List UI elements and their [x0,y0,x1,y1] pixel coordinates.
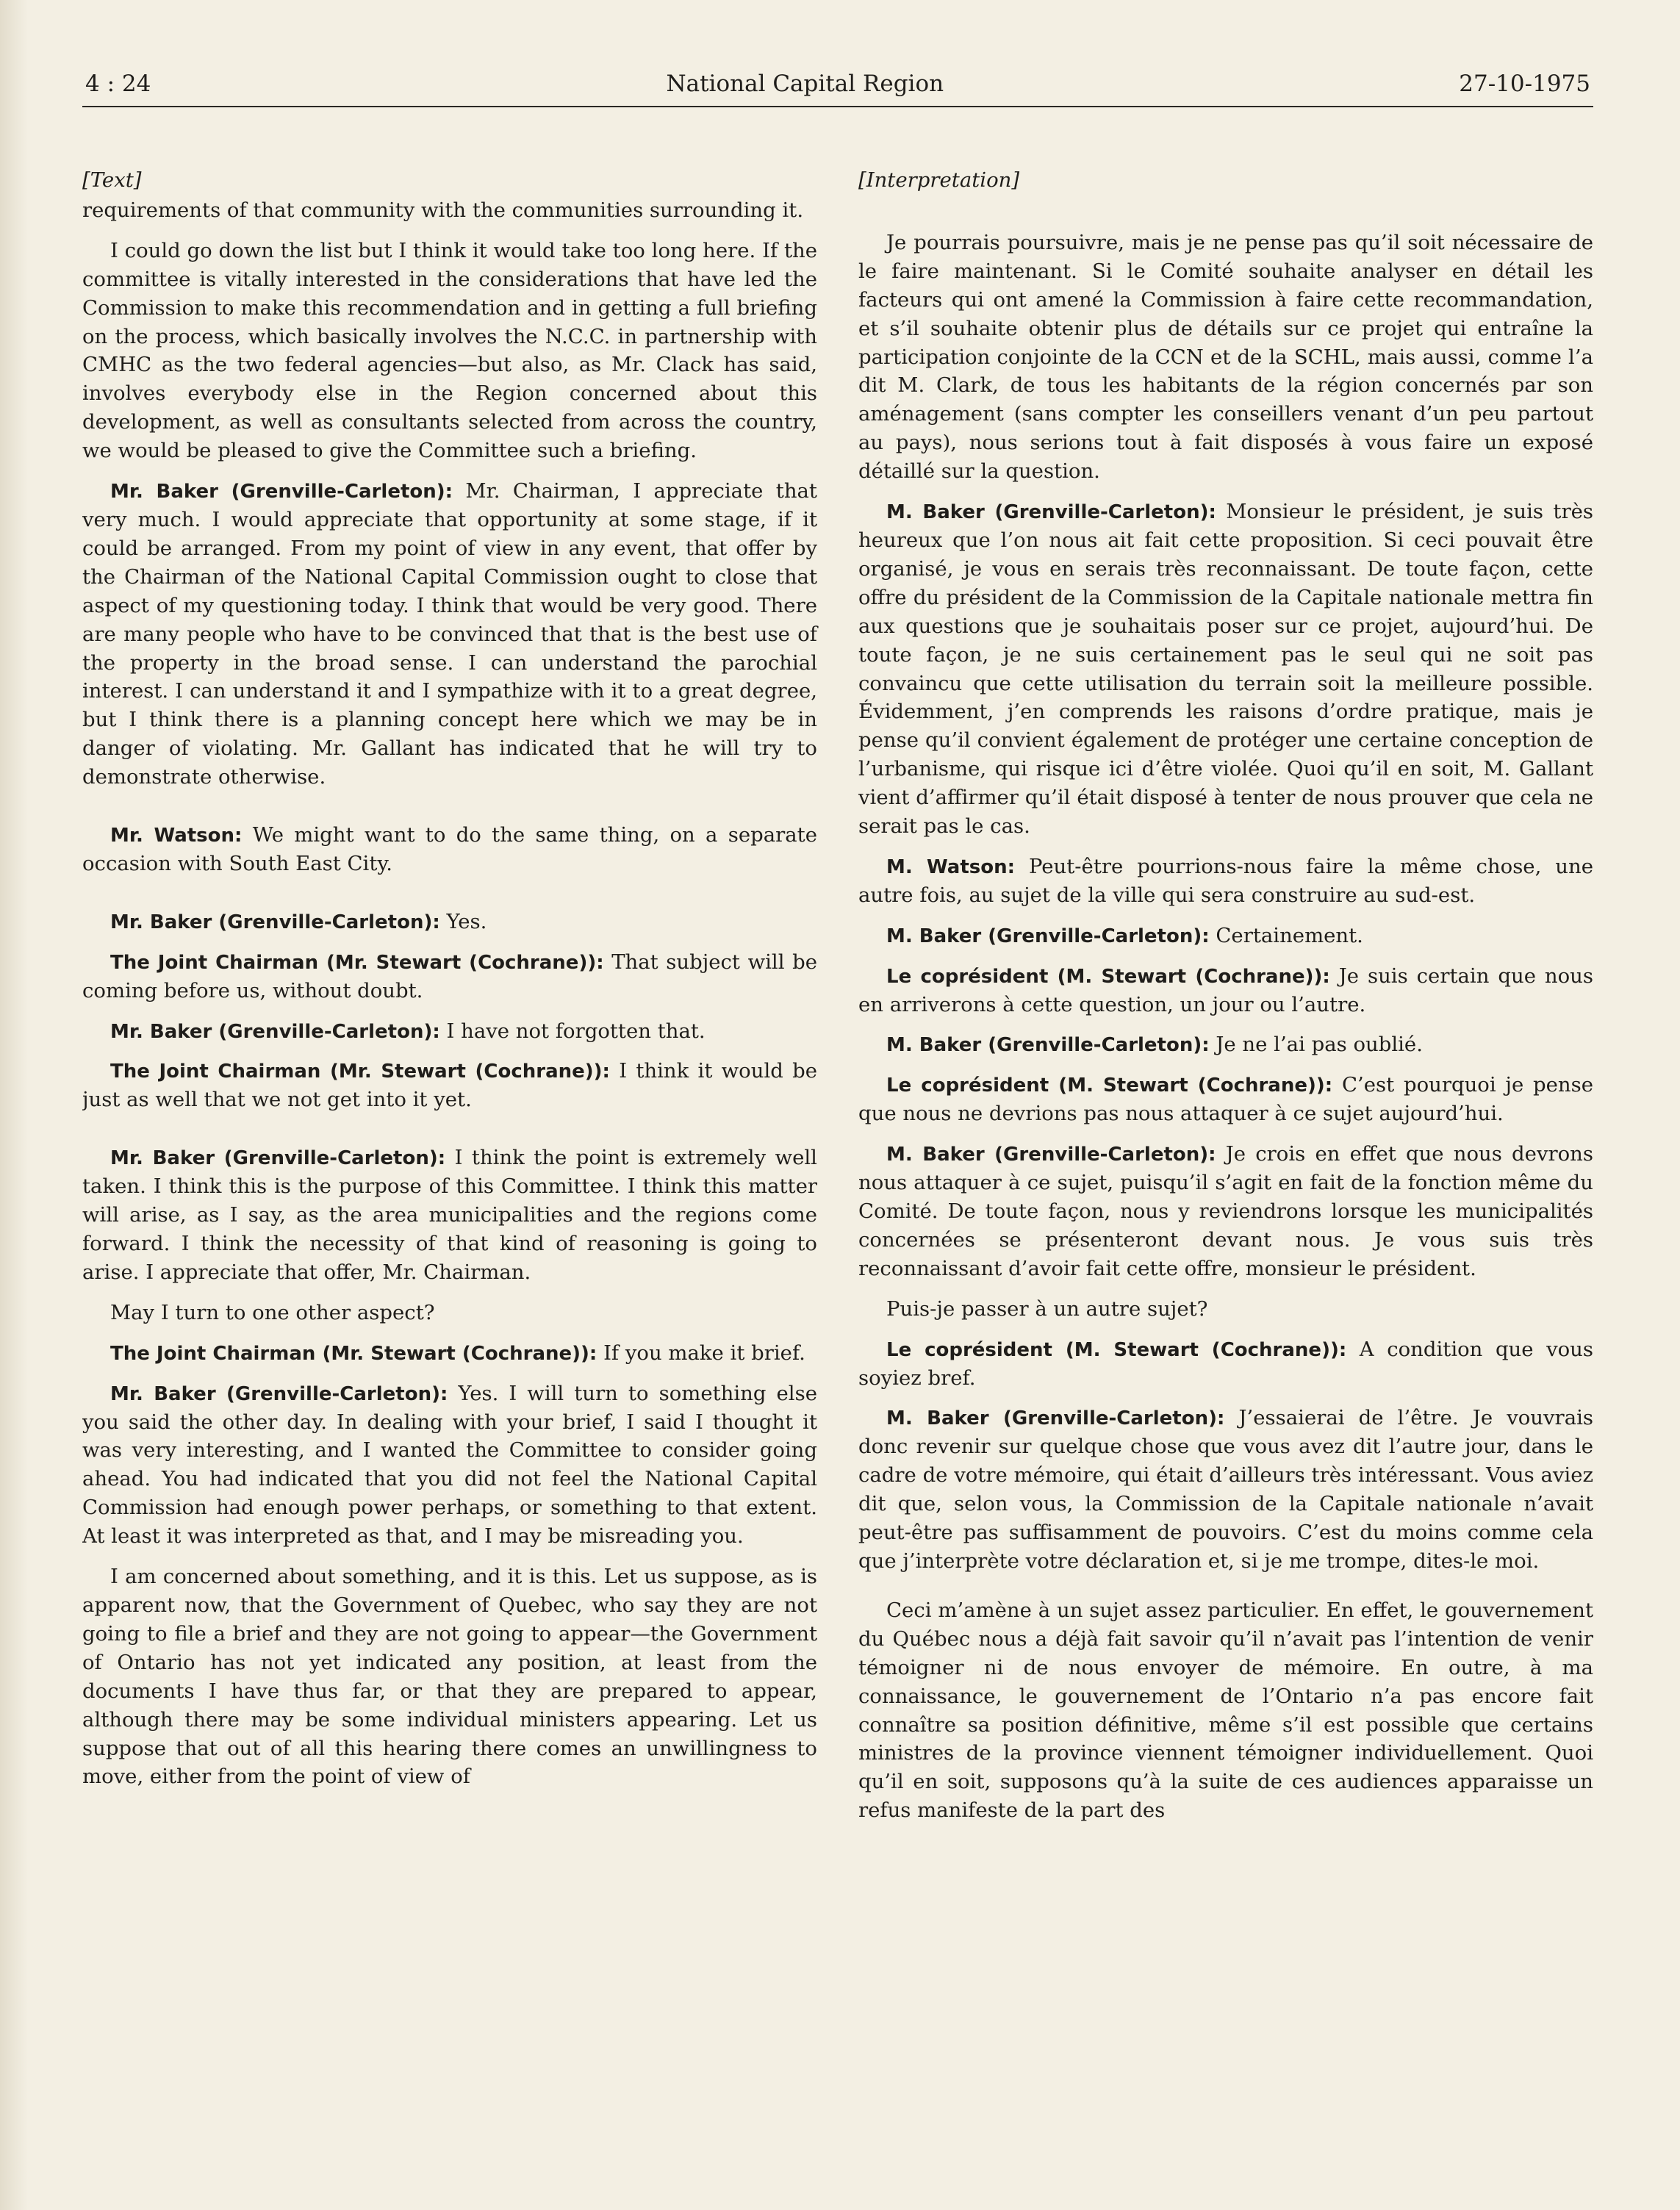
speaker-name: M. Baker (Grenville-Carleton): [886,1144,1216,1166]
speaker-name: Mr. Baker (Grenville-Carleton): [110,1147,446,1170]
column-tag: [Interpretation] [858,168,1020,192]
running-header [82,71,1593,103]
speech-text: C’est pourquoi je pense que nous ne devrions pas nous attaquer à ce sujet aujourd’hui. [858,1073,1593,1126]
paragraph [82,948,817,1005]
speaker-name: M. Baker (Grenville-Carleton): [886,1407,1225,1430]
paragraph [858,853,1593,910]
speaker-name: The Joint Chairman (Mr. Stewart (Cochrane)): [110,1061,610,1083]
speech-text: Yes. I will turn to something else you said the other day. In dealing with your brief, I said I thought it was very interesting, and I wanted the Committee to consider going ahead. You had indicated that you did not feel the National Capital Commission had enough power perhaps, or something to that extent. At least it was interpreted as that, and I may be misreading you. [82,1381,817,1549]
paragraph [858,1071,1593,1128]
paragraph [858,1030,1593,1059]
speaker-name: The Joint Chairman (Mr. Stewart (Cochrane)): [110,951,604,974]
paragraph [858,962,1593,1019]
paragraph: Ceci m’amène à un sujet assez particulier. En effet, le gouvernement du Québec nous a déjà fait savoir qu’il n’avait pas l’intention de venir témoigner ni de nous envoyer de mémoire. En outre, à ma connaissance, le gouvernement de l’Ontario n’a pas encore fait connaître sa position définitive, même s’il est possible que certains ministres de la province viennent témoigner individuellement. Quoi qu’il en soit, supposons qu’à la suite de ces audiences apparaisse un refus manifeste de la part des [858,1598,1593,1823]
running-title: National Capital Region [666,71,944,97]
speech-text: I have not forgotten that. [439,1019,706,1043]
speaker-name: Le coprésident (M. Stewart (Cochrane)): [886,1074,1333,1097]
speech-text: J’essaierai de l’être. Je vouvrais donc revenir sur quelque chose que vous avez dit l’autre jour, dans le cadre de votre mémoire, qui était d’ailleurs très intéressant. Vous aviez dit que, selon vous, la Commission de la Capitale nationale n’avait peut-être pas suffisamment de pouvoirs. C’est du moins comme cela que j’interprète votre déclaration et, si je me trompe, dites-le moi. [858,1406,1593,1573]
paragraph: I could go down the list but I think it would take too long here. If the committee is vitally interested in the considerations that have led the Commission to make this recommendation and in getting a full briefing on the process, which basically involves the N.C.C. in partnership with CMHC as the two federal agencies—but also, as Mr. Clack has said, involves everybody else in the Region concerned about this development, as well as consultants selected from across the country, we would be pleased to give the Committee such a briefing. [82,238,817,463]
paragraph [82,1339,817,1368]
french-column [858,166,1593,1837]
paragraph [858,922,1593,950]
two-column-body [82,166,1593,1837]
speech-text: Je ne l’ai pas oublié. [1209,1033,1423,1057]
paragraph [858,498,1593,841]
speech-text: I think the point is extremely well taken. I think this is the purpose of this Committee. I think this matter will arise, as I say, as the area municipalities and the regions come forward. I think the necessity of that kind of reasoning is going to arise. I appreciate that offer, Mr. Chairman. [82,1146,817,1284]
speech-text: Monsieur le président, je suis très heureux que l’on nous ait fait cette proposition. Si ceci pouvait être organisé, je vous en serais très reconnaissant. De toute façon, cette offre du président de la Commission de la Capitale nationale mettra fin aux questions que je souhaitais poser sur ce projet, aujourd’hui. De toute façon, je ne suis certainement pas le seul qui ne soit pas convaincu que cette utilisation du terrain soit la meilleure possible. Évidemment, j’en comprends les raisons d’ordre pratique, mais je pense qu’il convient également de protéger une certaine conception de l’urbanisme, qui risque ici d’être violée. Quoi qu’il en soit, M. Gallant vient d’affirmer qu’il était disposé à tenter de nous prouver que cela ne serait pas le cas. [858,500,1593,839]
speech-text: Je suis certain que nous en arriverons à cette question, un jour ou l’autre. [858,964,1593,1016]
speaker-name: The Joint Chairman (Mr. Stewart (Cochrane)): [110,1342,597,1365]
hansard-page [82,71,1593,2173]
header-date: 27-10-1975 [1459,71,1590,97]
english-column [82,166,817,1837]
paragraph [82,1017,817,1046]
speaker-name: M. Baker (Grenville-Carleton): [886,1034,1210,1057]
speaker-name: Mr. Baker (Grenville-Carleton): [110,1020,440,1043]
header-rule [82,106,1593,107]
page-number: 4 : 24 [85,71,151,97]
speech-text: Je crois en effet que nous devrons nous attaquer à ce sujet, puisqu’il s’agit en fait de la fonction même du Comité. De toute façon, nous y reviendrons lorsque les municipalités concernées se présenteront devant nous. Je vous suis très reconnaissant d’avoir fait cette offre, monsieur le président. [858,1142,1593,1280]
paragraph [82,821,817,878]
speech-text: A condition que vous soyiez bref. [858,1337,1593,1390]
speaker-name: Le coprésident (M. Stewart (Cochrane)): [886,1338,1347,1361]
column-tag: [Text] [82,168,142,192]
paragraph: Je pourrais poursuivre, mais je ne pense pas qu’il soit nécessaire de le faire maintenant. Si le Comité souhaite analyser en détail les facteurs qui ont amené la Commission à faire cette recommandation, et s’il souhaite obtenir plus de détails sur ce projet qui entraîne la participation conjointe de la CCN et de la SCHL, mais aussi, comme l’a dit M. Clark, de tous les habitants de la région concernés par son aménagement (sans compter les conseillers venant d’un peu partout au pays), nous serions tout à fait disposés à vous faire un exposé détaillé sur la question. [858,230,1593,484]
speaker-name: M. Baker (Grenville-Carleton): [886,501,1216,524]
paragraph [82,477,817,792]
paragraph: Puis-je passer à un autre sujet? [886,1296,1208,1321]
paragraph [858,1404,1593,1575]
speaker-name: M. Baker (Grenville-Carleton): [886,925,1210,947]
paragraph: I am concerned about something, and it is this. Let us suppose, as is apparent now, that the Government of Quebec, who say they are not going to file a brief and they are not going to appear—the Government of Ontario has not yet indicated any position, at least from the documents I have thus far, or that they are prepared to appear, although there may be some individual ministers appearing. Let us suppose that out of all this hearing there comes an unwillingness to move, either from the point of view of [82,1565,817,1789]
speech-text: Certainement. [1209,923,1363,947]
speech-text: We might want to do the same thing, on a separate occasion with South East City. [82,823,817,875]
speaker-name: Mr. Baker (Grenville-Carleton): [110,1382,448,1405]
paragraph: requirements of that community with the communities surrounding it. [82,198,804,222]
page-binding-edge [0,0,28,2210]
paragraph: May I turn to one other aspect? [110,1300,435,1324]
speech-text: Mr. Chairman, I appreciate that very much. I would appreciate that opportunity at some stage, if it could be arranged. From my point of view in any event, that offer by the Chairman of the National Capital Commission ought to close that aspect of my questioning today. I think that would be very good. There are many people who have to be convinced that that is the best use of the property in the broad sense. I can understand the parochial interest. I can understand it and I sympathize with it to a great degree, but I think there is a planning concept here which we may be in danger of violating. Mr. Gallant has indicated that he will try to demonstrate otherwise. [82,479,817,789]
speaker-name: Mr. Baker (Grenville-Carleton): [110,911,440,933]
speech-text: That subject will be coming before us, without doubt. [82,950,817,1002]
speech-text: Yes. [439,909,487,933]
paragraph [858,1335,1593,1393]
speech-text: Peut-être pourrions-nous faire la même chose, une autre fois, au sujet de la ville qui sera construire au sud-est. [858,854,1593,907]
speaker-name: M. Watson: [886,855,1015,878]
paragraph [858,1140,1593,1283]
speaker-name: Mr. Baker (Grenville-Carleton): [110,481,453,503]
speech-text: I think it would be just as well that we not get into it yet. [82,1059,817,1112]
speaker-name: Le coprésident (M. Stewart (Cochrane)): [886,965,1330,988]
paragraph [82,1057,817,1114]
paragraph [82,1380,817,1551]
paragraph [82,1144,817,1287]
speaker-name: Mr. Watson: [110,825,243,847]
paragraph [82,908,817,936]
speech-text: If you make it brief. [597,1341,805,1365]
